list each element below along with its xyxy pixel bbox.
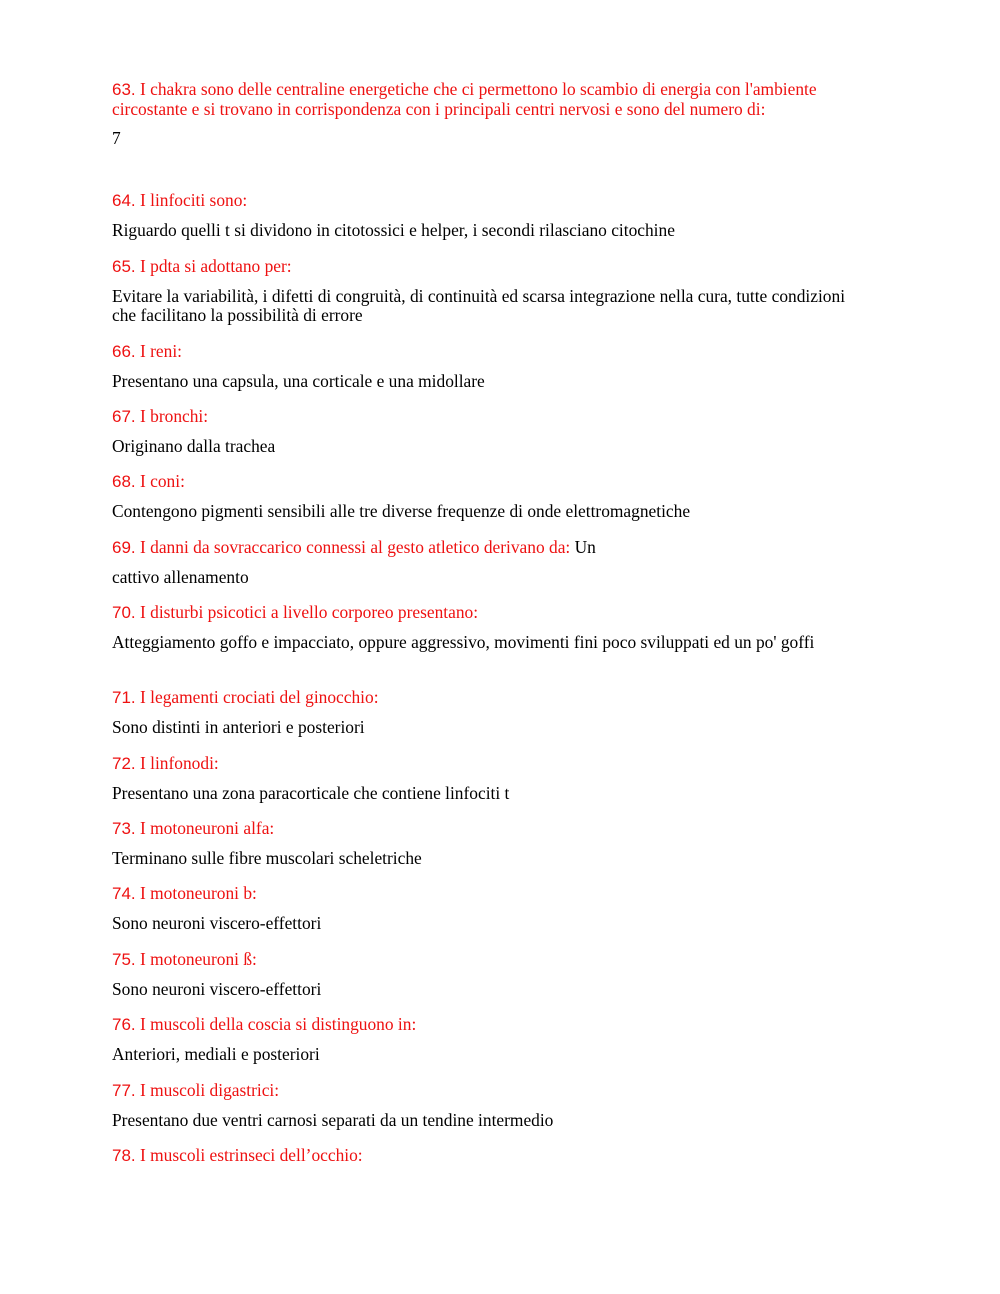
inline-answer: Un [570,537,596,557]
question-number: 76. [112,1015,136,1034]
question [112,191,872,211]
answer: Presentano una zona paracorticale che contiene linfociti t [112,782,510,803]
answer: Anteriori, mediali e posteriori [112,1043,320,1064]
question-text: I danni da sovraccarico connessi al gesto atletico derivano da: [140,537,571,557]
question [112,472,872,492]
answer: Sono neuroni viscero-effettori [112,912,322,933]
question-text: I linfonodi: [140,753,219,773]
question-number: 68. [112,472,136,491]
question-text: I disturbi psicotici a livello corporeo presentano: [140,602,479,622]
answer: Evitare la variabilità, i difetti di congruità, di continuità ed scarsa integrazione nella cura, tutte condizioni che facilitano la possibilità di errore [112,285,846,325]
qa-item-65 [112,257,872,342]
question-number: 67. [112,407,136,426]
qa-item-67 [112,407,872,472]
question-number: 75. [112,950,136,969]
question [112,1081,872,1101]
question-text: I muscoli estrinseci dell’occhio: [140,1145,363,1165]
question-number: 78. [112,1146,136,1165]
question-number: 66. [112,342,136,361]
question-text: I motoneuroni ß: [140,949,257,969]
question-number: 73. [112,819,136,838]
question [112,257,872,277]
answer: Riguardo quelli t si dividono in citotossici e helper, i secondi rilasciano citochine [112,219,675,240]
question-text: I coni: [140,471,185,491]
question-number: 72. [112,754,136,773]
question [112,688,872,708]
question-text: I muscoli digastrici: [140,1080,280,1100]
question-text: I chakra sono delle centraline energetiche che ci permettono lo scambio di energia con l'ambiente circostante e si trovano in corrispondenza con i principali centri nervosi e sono del numero di: [112,79,817,119]
question-text: I muscoli della coscia si distinguono in: [140,1014,417,1034]
question-text: I reni: [140,341,183,361]
answer: cattivo allenamento [112,566,249,587]
answer: Presentano una capsula, una corticale e una midollare [112,370,485,391]
question [112,754,872,774]
qa-item-72 [112,754,872,819]
question-text: I legamenti crociati del ginocchio: [140,687,379,707]
question-number: 63. [112,80,136,99]
qa-item-64 [112,191,872,257]
question [112,1015,872,1035]
question-number: 71. [112,688,136,707]
question-number: 70. [112,603,136,622]
question [112,80,872,119]
question [112,603,872,623]
question-number: 64. [112,191,136,210]
qa-item-74 [112,884,872,950]
qa-item-68 [112,472,872,538]
answer: Terminano sulle fibre muscolari scheletriche [112,847,422,868]
question-text: I motoneuroni alfa: [140,818,275,838]
question [112,407,872,427]
question [112,342,872,362]
question [112,819,872,839]
answer: 7 [112,128,121,148]
question [112,884,872,904]
answer: Sono distinti in anteriori e posteriori [112,716,365,737]
qa-item-73 [112,819,872,884]
qa-item-75 [112,950,872,1015]
qa-item-66 [112,342,872,407]
question [112,538,872,558]
answer: Sono neuroni viscero-effettori [112,978,322,999]
question-text: I pdta si adottano per: [140,256,292,276]
answer: Contengono pigmenti sensibili alle tre diverse frequenze di onde elettromagnetiche [112,500,691,521]
question-text: I bronchi: [140,406,209,426]
answer: Originano dalla trachea [112,435,276,456]
qa-item-71 [112,688,872,754]
question-text: I linfociti sono: [140,190,248,210]
question-number: 65. [112,257,136,276]
question-text: I motoneuroni b: [140,883,257,903]
question-number: 74. [112,884,136,903]
answer: Atteggiamento goffo e impacciato, oppure aggressivo, movimenti fini poco sviluppati ed un po' goffi [112,631,815,652]
qa-item-63 [112,80,872,191]
qa-item-77 [112,1081,872,1146]
question [112,950,872,970]
qa-item-78 [112,1146,872,1186]
qa-item-70 [112,603,872,688]
qa-item-76 [112,1015,872,1081]
answer: Presentano due ventri carnosi separati da un tendine intermedio [112,1109,554,1130]
qa-item-69 [112,538,872,603]
question-number: 77. [112,1081,136,1100]
question-number: 69. [112,538,136,557]
question [112,1146,872,1166]
document-page [112,80,872,1186]
